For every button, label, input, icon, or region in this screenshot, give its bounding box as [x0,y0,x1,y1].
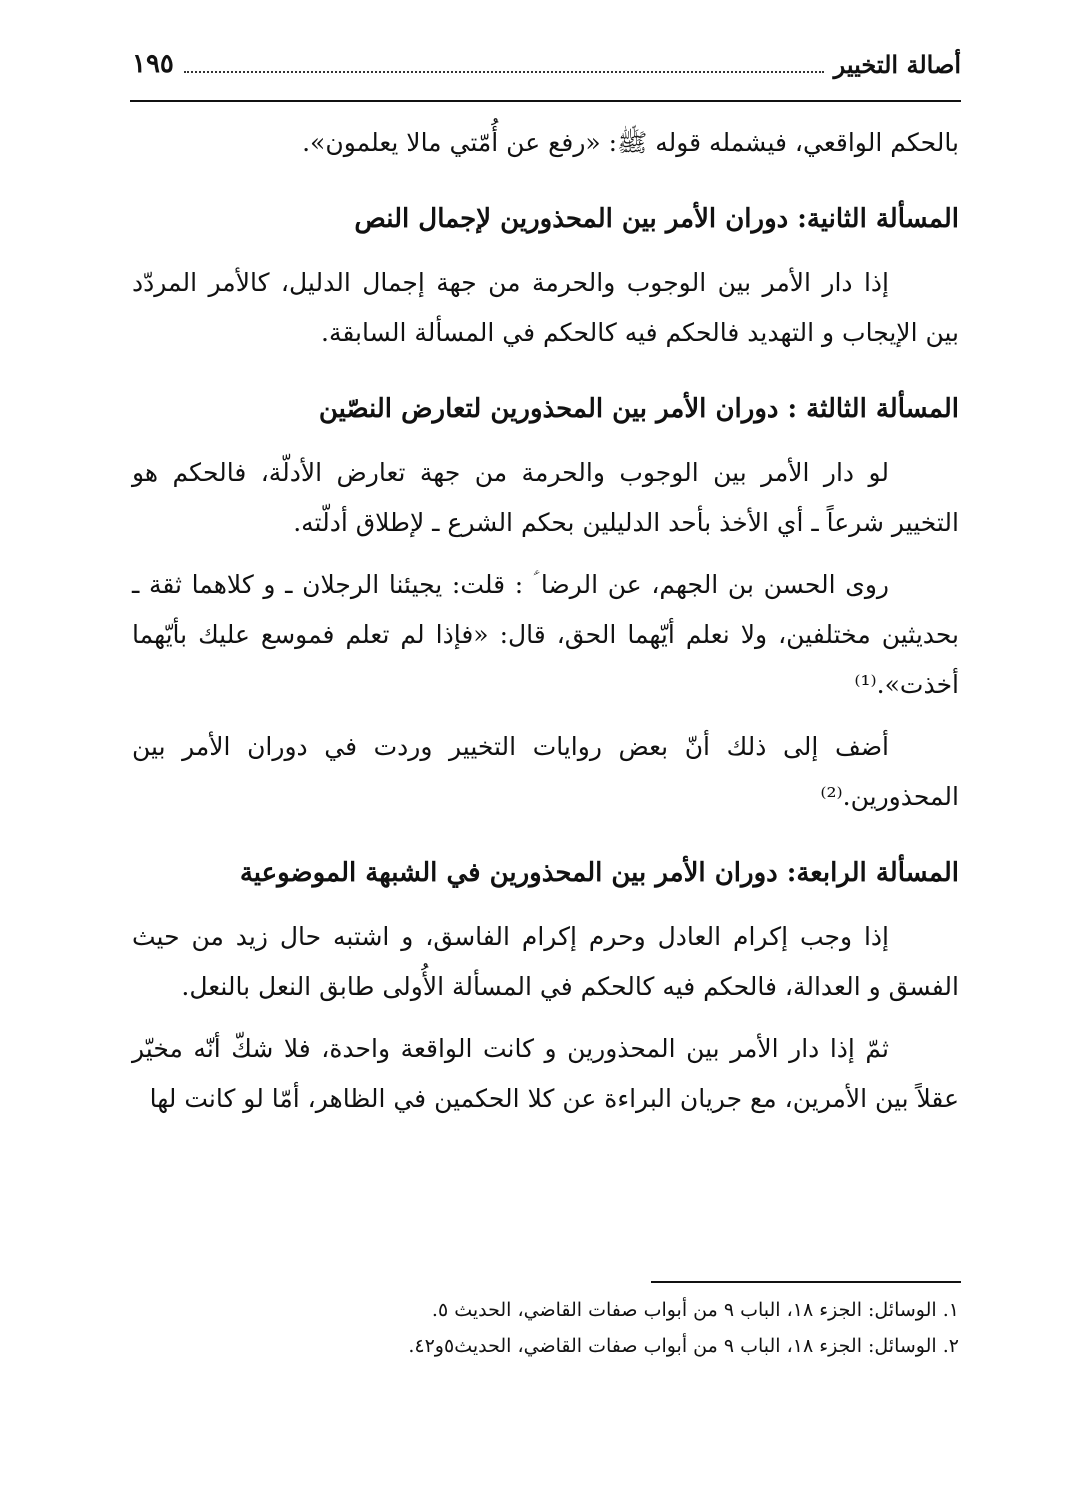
paragraph: لو دار الأمر بين الوجوب والحرمة من جهة تعارض الأدلّة، فالحكم هو التخيير شرعاً ـ أي الأخذ بأحد الدليلين بحكم الشرع ـ لإطلاق أدلّته. [132,458,959,537]
footnotes [132,1292,959,1364]
paragraph: بالحكم الواقعي، فيشمله قوله ﷺ: «رفع عن أُمّتي مالا يعلمون». [302,128,959,157]
paragraph: ثمّ إذا دار الأمر بين المحذورين و كانت الواقعة واحدة، فلا شكّ أنّه مخيّر عقلاً بين الأمرين، مع جريان البراءة عن كلا الحكمين في الظاهر، أمّا لو كانت لها [132,1034,959,1113]
footnote: ١. الوسائل: الجزء ١٨، الباب ٩ من أبواب صفات القاضي، الحديث ٥. [431,1299,959,1321]
section-heading: المسألة الثانية: دوران الأمر بين المحذورين لإجمال النص [354,204,959,234]
paragraph: إذا دار الأمر بين الوجوب والحرمة من جهة إجمال الدليل، كالأمر المردّد بين الإيجاب و التهديد فالحكم فيه كالحكم في المسألة السابقة. [132,268,959,347]
page-number: ١٩٥ [132,49,174,79]
paragraph: إذا وجب إكرام العادل وحرم إكرام الفاسق، و اشتبه حال زيد من حيث الفسق و العدالة، فالحكم فيه كالحكم في المسألة الأُولى طابق النعل بالنعل. [132,922,959,1001]
section-heading: المسألة الثالثة : دوران الأمر بين المحذورين لتعارض النصّين [318,394,959,424]
section-heading: المسألة الرابعة: دوران الأمر بين المحذورين في الشبهة الموضوعية [239,858,959,888]
header-divider [130,100,961,102]
footnote: ٢. الوسائل: الجزء ١٨، الباب ٩ من أبواب صفات القاضي، الحديث٥و٤٢. [408,1335,959,1357]
leader-dots [184,71,824,73]
paragraph: أضف إلى ذلك أنّ بعض روايات التخيير وردت في دوران الأمر بين المحذورين.⁽²⁾ [132,732,959,811]
main-text [132,118,959,1136]
running-header [132,44,961,84]
footnote-divider [651,1281,961,1283]
paragraph: روى الحسن بن الجهم، عن الرضا ؑ : قلت: يجيئنا الرجلان ـ و كلاهما ثقة ـ بحديثين مختلفين، ولا نعلم أيّهما الحق، قال: «فإذا لم تعلم فموسع عليك بأيّهما أخذت».⁽¹⁾ [132,570,959,699]
chapter-title: أصالة التخيير [833,49,961,79]
